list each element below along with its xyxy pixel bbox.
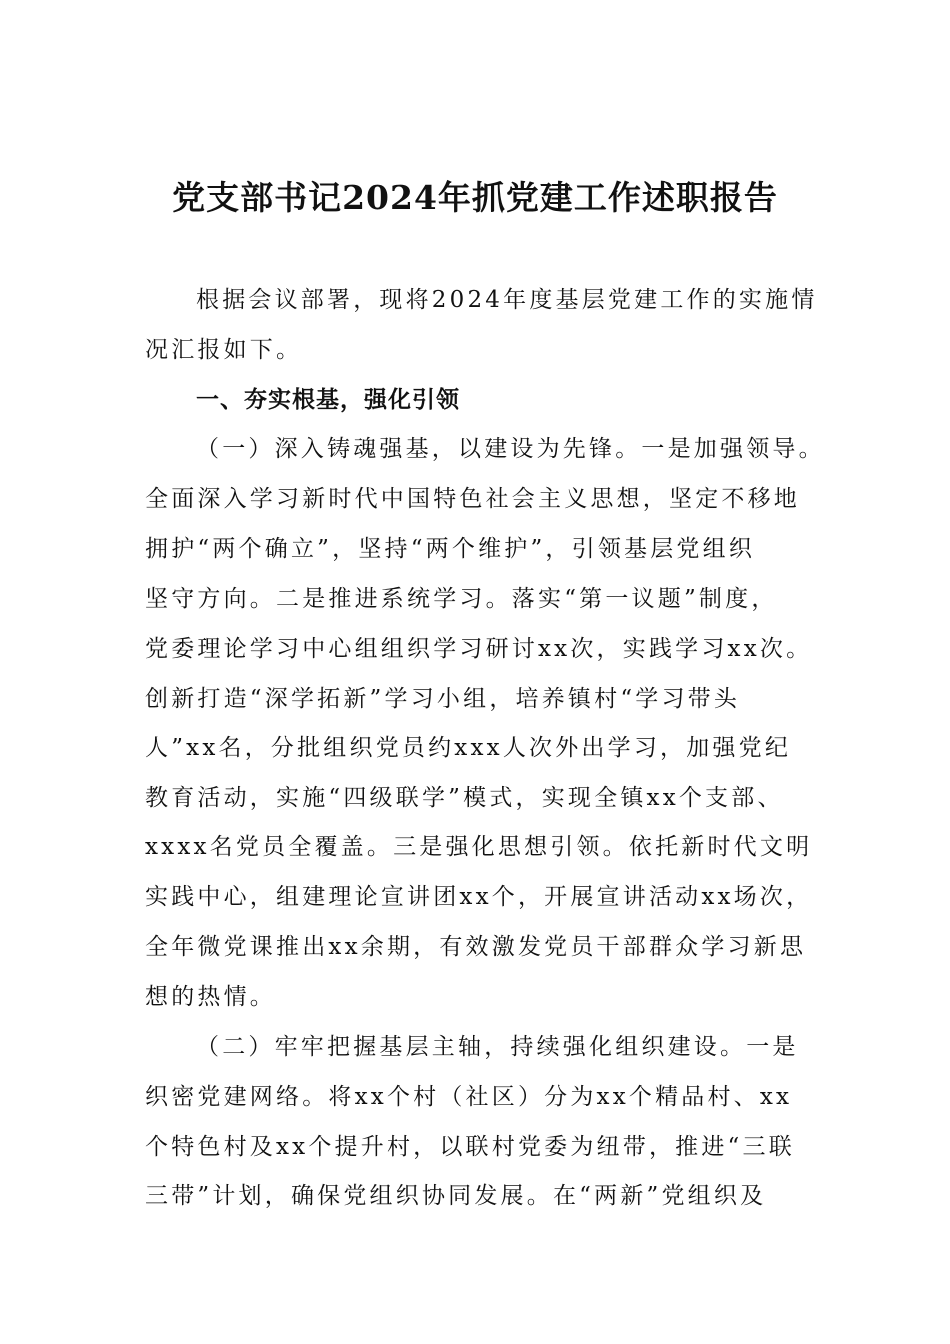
paragraph-line: 党委理论学习中心组组织学习研讨xx次，实践学习xx次。 bbox=[145, 636, 813, 662]
paragraph-line: 织密党建网络。将xx个村（社区）分为xx个精品村、xx bbox=[145, 1084, 793, 1110]
paragraph-line: 创新打造“深学拓新”学习小组，培养镇村“学习带头 bbox=[145, 686, 741, 712]
paragraph-line: 全面深入学习新时代中国特色社会主义思想，坚定不移地 bbox=[145, 486, 800, 512]
paragraph-line: 三带”计划，确保党组织协同发展。在“两新”党组织及 bbox=[145, 1183, 767, 1209]
paragraph-line: 况汇报如下。 bbox=[145, 337, 303, 363]
paragraph-line: 根据会议部署，现将2024年度基层党建工作的实施情 bbox=[196, 287, 818, 313]
paragraph-line: （一）深入铸魂强基，以建设为先锋。一是加强领导。 bbox=[196, 436, 825, 462]
paragraph-line: 实践中心，组建理论宣讲团xx个，开展宣讲活动xx场次， bbox=[145, 884, 813, 910]
document-title: 党支部书记2024年抓党建工作述职报告 bbox=[172, 178, 778, 217]
paragraph-line: 个特色村及xx个提升村，以联村党委为纽带，推进“三联 bbox=[145, 1134, 795, 1160]
paragraph-line: 人”xx名，分批组织党员约xxx人次外出学习，加强党纪 bbox=[145, 735, 792, 761]
section-heading: 一、夯实根基，强化引领 bbox=[196, 387, 460, 413]
paragraph-line: 想的热情。 bbox=[145, 984, 276, 1010]
paragraph-line: xxxx名党员全覆盖。三是强化思想引领。依托新时代文明 bbox=[145, 834, 813, 860]
paragraph-line: 坚守方向。二是推进系统学习。落实“第一议题”制度， bbox=[145, 586, 778, 612]
paragraph-line: 全年微党课推出xx余期，有效激发党员干部群众学习新思 bbox=[145, 934, 807, 960]
paragraph-line: （二）牢牢把握基层主轴，持续强化组织建设。一是 bbox=[196, 1034, 799, 1060]
paragraph-line: 教育活动，实施“四级联学”模式，实现全镇xx个支部、 bbox=[145, 785, 784, 811]
paragraph-line: 拥护“两个确立”，坚持“两个维护”，引领基层党组织 bbox=[145, 536, 756, 562]
